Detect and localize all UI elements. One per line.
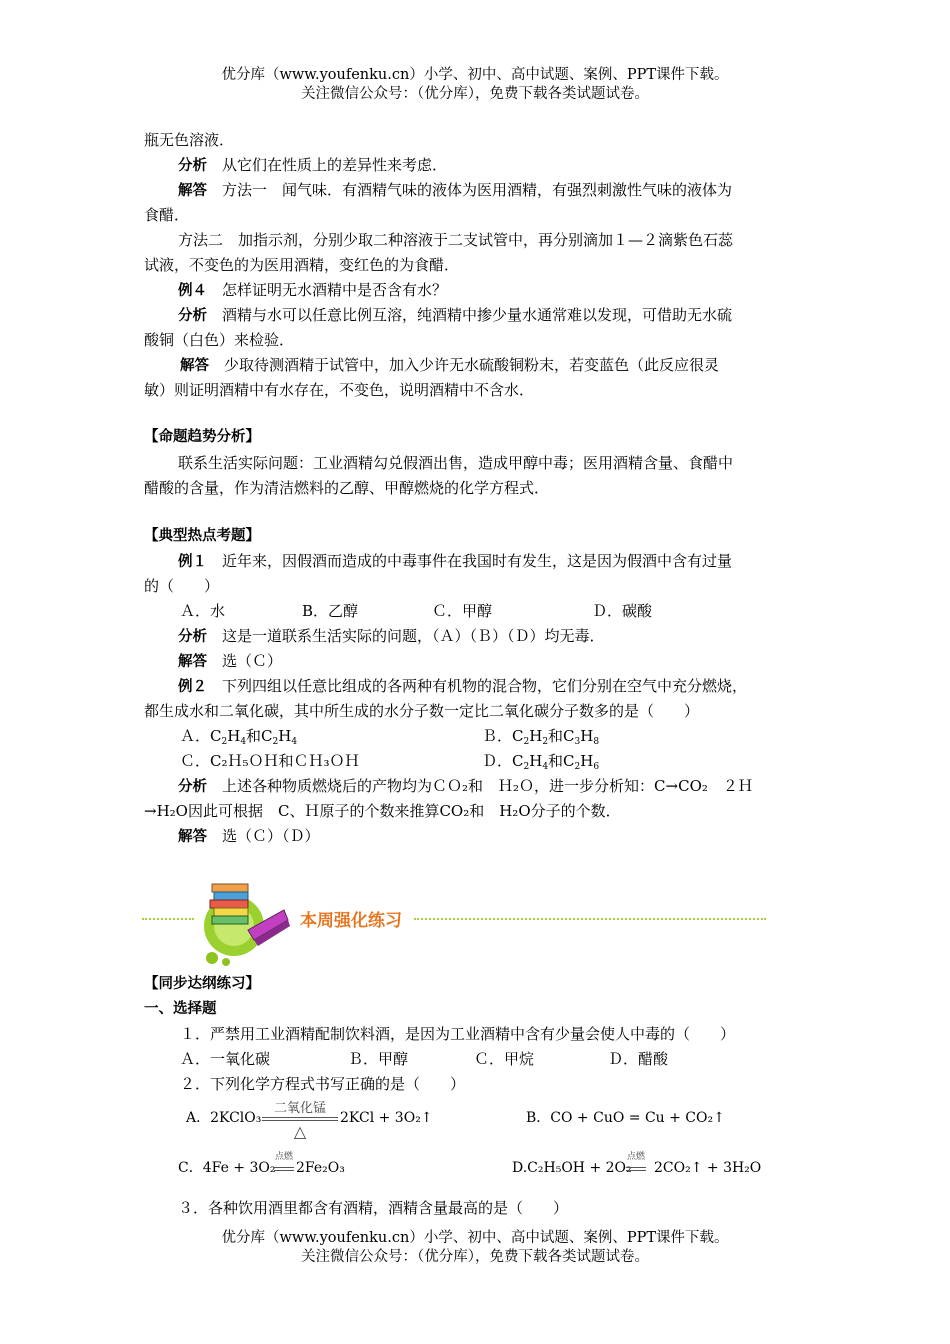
- option-b: B．乙醇: [302, 602, 359, 620]
- text-line: 的（ ）: [144, 577, 220, 595]
- text-line: 敏）则证明酒精中有水存在，不变色，说明酒精中不含水．: [144, 381, 535, 399]
- option-c: Ｃ．甲烷: [474, 1050, 535, 1068]
- analysis-label: 分析: [178, 779, 207, 795]
- books-icon: [202, 870, 302, 966]
- analysis-text: 酒精与水可以任意比例互溶，纯酒精中掺少量水通常难以发现，可借助无水硫: [222, 306, 733, 324]
- answer-text: 方法一 闻气味．有酒精气味的液体为医用酒精，有强烈刺激性气味的液体为: [222, 181, 733, 199]
- option-a: Ａ．$C_2H_4$和$C_2H_4$: [180, 727, 298, 747]
- example-2-line: [178, 676, 747, 697]
- answer-label: 解答: [180, 358, 209, 374]
- equation-a-equals: [262, 1117, 338, 1121]
- option-a: Ａ．一氧化碳: [180, 1050, 271, 1068]
- equation-d-equals: [626, 1167, 646, 1171]
- dotted-divider-left: [142, 918, 194, 920]
- example-4-label: 例４: [178, 283, 207, 299]
- analysis-line: [178, 626, 605, 647]
- section-title-practice: 【同步达纲练习】: [144, 976, 260, 992]
- option-b: Ｂ．甲醇: [348, 1050, 409, 1068]
- equation-d-lhs: D.C₂H₅OH + 2O₂: [512, 1160, 632, 1176]
- answer-text: 少取待测酒精于试管中，加入少许无水硫酸铜粉末，若变蓝色（此反应很灵: [224, 356, 720, 374]
- option-a: Ａ．水: [180, 602, 226, 620]
- page-header-line-1: 优分库（www.youfenku.cn）小学、初中、高中试题、案例、PPT课件下载。: [221, 67, 729, 83]
- equation-a-catalyst: 二氧化锰: [273, 1101, 326, 1116]
- answer-label: 解答: [178, 829, 207, 845]
- equation-d-condition: 点燃: [626, 1152, 645, 1162]
- option-c: Ｃ．C₂Ｈ₅ＯＨ和ＣＨ₃ＯＨ: [180, 752, 360, 770]
- text-line: 方法二 加指示剂，分别少取二种溶液于二支试管中，再分别滴加１—２滴紫色石蕊: [178, 231, 734, 249]
- analysis-label: 分析: [178, 629, 207, 645]
- analysis-text: 这是一道联系生活实际的问题，（Ａ）（Ｂ）（Ｄ）均无毒．: [222, 627, 605, 645]
- section-title-trend: 【命题趋势分析】: [144, 429, 260, 445]
- text-line: 瓶无色溶液．: [144, 131, 235, 149]
- analysis-text: 上述各种物质燃烧后的产物均为ＣＯ₂和 Ｈ₂Ｏ，进一步分析知：C→CO₂ ２Ｈ: [222, 777, 753, 795]
- example-1-question: 近年来，因假酒而造成的中毒事件在我国时有发生，这是因为假酒中含有过量: [222, 552, 733, 570]
- equation-c-lhs: C．4Fe + 3O₂: [178, 1160, 276, 1176]
- page-header-line-2: 关注微信公众号：（优分库），免费下载各类试题试卷。: [301, 86, 649, 102]
- option-c: Ｃ．甲醇: [432, 602, 493, 620]
- analysis-label: 分析: [178, 308, 207, 324]
- example-4-question: 怎样证明无水酒精中是否含有水？: [222, 281, 448, 299]
- equation-d-rhs: 2CO₂↑ + 3H₂O: [654, 1160, 762, 1176]
- answer-text: 选（Ｃ）: [222, 652, 283, 670]
- text-line: →H₂O因此可根据 C、Ｈ原子的个数来推算CO₂和 H₂O分子的个数．: [144, 802, 621, 820]
- example-1-label: 例１: [178, 554, 207, 570]
- text-line: 酸铜（白色）来检验．: [144, 331, 295, 349]
- page-footer-line-1: 优分库（www.youfenku.cn）小学、初中、高中试题、案例、PPT课件下载。: [221, 1230, 729, 1246]
- example-2-label: 例２: [178, 679, 207, 695]
- question-1: １．严禁用工业酒精配制饮料酒，是因为工业酒精中含有少量会使人中毒的（ ）: [180, 1025, 736, 1043]
- question-2: ２．下列化学方程式书写正确的是（ ）: [180, 1075, 466, 1093]
- option-d: Ｄ．醋酸: [608, 1050, 669, 1068]
- banner-title: 本周强化练习: [300, 911, 402, 931]
- equation-b: B．CO + CuO = Cu + CO₂↑: [526, 1110, 725, 1126]
- analysis-line: [178, 776, 753, 797]
- equation-a-lhs: A．2KClO₃: [186, 1110, 262, 1126]
- text-line: 醋酸的含量，作为清洁燃料的乙醇、甲醇燃烧的化学方程式．: [144, 479, 550, 497]
- section-title-hot: 【典型热点考题】: [144, 528, 260, 544]
- example-2-question: 下列四组以任意比组成的各两种有机物的混合物，它们分别在空气中充分燃烧，: [222, 677, 748, 695]
- answer-line: [180, 355, 719, 376]
- option-b: Ｂ．$C_2H_2$和$C_3H_8$: [482, 727, 600, 747]
- analysis-line: [178, 305, 732, 326]
- equation-a-heat: △: [293, 1122, 307, 1141]
- answer-text: 选（Ｃ）（Ｄ）: [222, 827, 320, 845]
- text-line: 联系生活实际问题：工业酒精勾兑假酒出售，造成甲醇中毒；医用酒精含量、食醋中: [178, 454, 734, 472]
- option-d: Ｄ．$C_2H_4$和$C_2H_6$: [482, 752, 600, 772]
- answer-line: [178, 826, 320, 847]
- answer-label: 解答: [178, 654, 207, 670]
- analysis-line: [178, 155, 447, 176]
- dotted-divider-right: [414, 918, 766, 920]
- question-3: ３．各种饮用酒里都含有酒精，酒精含量最高的是（ ）: [178, 1199, 569, 1217]
- section-title-choice: 一、选择题: [144, 1001, 217, 1017]
- text-line: 试液，不变色的为医用酒精，变红色的为食醋．: [144, 256, 460, 274]
- answer-label: 解答: [178, 183, 207, 199]
- weekly-practice-banner: [142, 868, 782, 968]
- example-1-line: [178, 551, 732, 572]
- text-line: 都生成水和二氧化碳，其中所生成的水分子数一定比二氧化碳分子数多的是（ ）: [144, 702, 700, 720]
- answer-line: [178, 651, 282, 672]
- analysis-text: 从它们在性质上的差异性来考虑．: [222, 156, 448, 174]
- equation-c-condition: 点燃: [274, 1152, 293, 1162]
- equation-a-rhs: 2KCl + 3O₂↑: [340, 1110, 433, 1126]
- equation-c-equals: [274, 1167, 294, 1171]
- example-4-line: [178, 280, 447, 301]
- equation-c-rhs: 2Fe₂O₃: [296, 1160, 345, 1176]
- answer-line: [178, 180, 732, 201]
- page-footer-line-2: 关注微信公众号：（优分库），免费下载各类试题试卷。: [301, 1249, 649, 1265]
- text-line: 食醋．: [144, 206, 190, 224]
- option-d: Ｄ．碳酸: [592, 602, 653, 620]
- analysis-label: 分析: [178, 158, 207, 174]
